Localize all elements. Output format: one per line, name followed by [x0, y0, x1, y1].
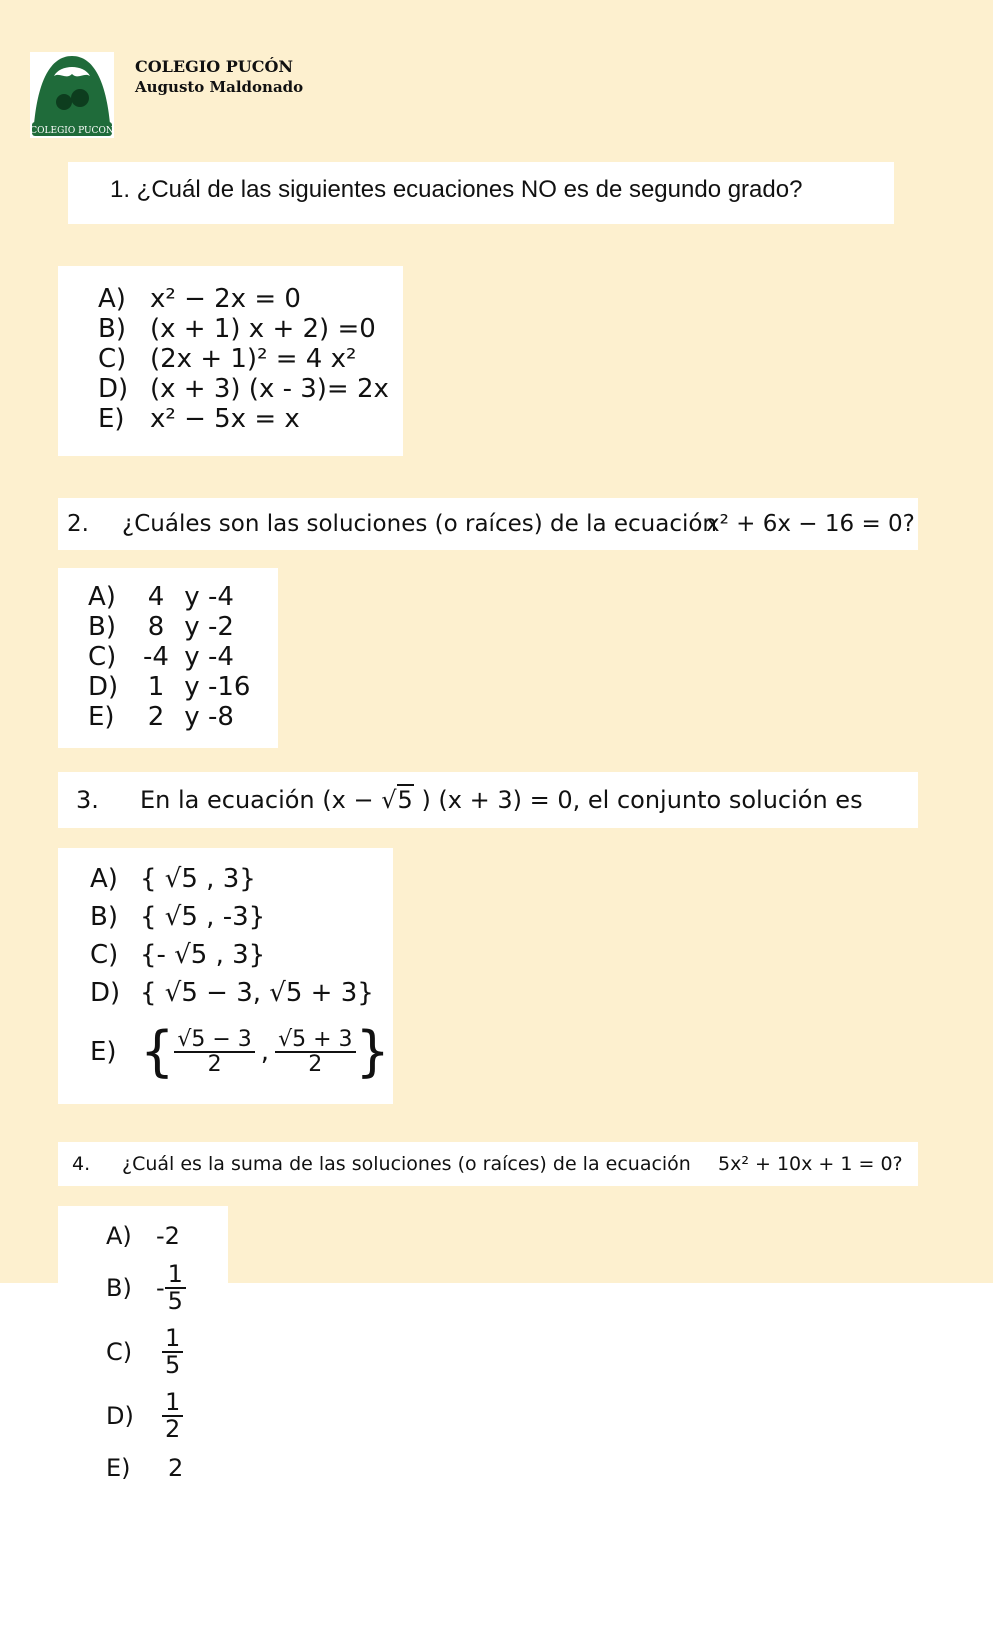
option-label: D) [98, 374, 129, 404]
option-value-a: 4 [147, 582, 165, 612]
option-row [106, 1454, 183, 1482]
option-text: x² − 2x = 0 [150, 284, 301, 314]
option-connector: y [184, 702, 200, 732]
option-label: A) [88, 582, 116, 612]
question-1-text: 1. ¿Cuál de las siguientes ecuaciones NO es de segundo grado? [110, 176, 803, 203]
fraction [275, 1028, 355, 1076]
question-1-options [58, 266, 403, 456]
question-4-text: ¿Cuál es la suma de las soluciones (o raíces) de la ecuación [122, 1153, 691, 1175]
question-1-box [68, 162, 894, 224]
option-value-b: -4 [208, 642, 234, 672]
option-label: A) [106, 1222, 132, 1250]
option-connector: y [184, 672, 200, 702]
director-name: Augusto Maldonado [135, 78, 304, 96]
fraction [165, 1259, 186, 1315]
option-label: A) [90, 864, 118, 894]
fraction-denominator: 5 [167, 1287, 183, 1315]
fraction-denominator: 2 [207, 1052, 222, 1077]
option-row [106, 1322, 183, 1382]
fraction-numerator: √5 − 3 [174, 1028, 254, 1053]
question-2-number: 2. [67, 511, 89, 537]
option-label: C) [98, 344, 127, 374]
question-2-options [58, 568, 278, 748]
question-4-equation: 5x² + 10x + 1 = 0? [718, 1153, 903, 1175]
option-connector: y [184, 612, 200, 642]
fraction-denominator: 5 [165, 1351, 181, 1379]
option-value-b: -4 [208, 582, 234, 612]
fraction-denominator: 2 [165, 1415, 181, 1443]
option-label: E) [98, 404, 125, 434]
option-connector: y [184, 582, 200, 612]
fraction-numerator: 1 [162, 1390, 183, 1417]
sqrt-radicand: 5 [397, 786, 413, 814]
option-row [98, 284, 301, 314]
option-text: { √5 , 3} [140, 864, 256, 894]
logo-text: COLEGIO PUCON [30, 126, 114, 136]
option-text: -2 [156, 1222, 180, 1250]
brace-right: } [355, 1020, 390, 1083]
option-row [88, 612, 234, 642]
option-label: E) [106, 1454, 131, 1482]
school-logo [30, 52, 114, 138]
option-row [90, 940, 265, 970]
question-3-number: 3. [76, 786, 99, 814]
option-row [98, 404, 300, 434]
option-label: C) [106, 1338, 133, 1366]
fraction-numerator: 1 [165, 1262, 186, 1289]
fraction [162, 1323, 183, 1379]
option-text: (x + 1) x + 2) =0 [150, 314, 376, 344]
option-label: B) [90, 902, 118, 932]
option-label: C) [90, 940, 119, 970]
comma: , [260, 1037, 270, 1067]
option-text: {- √5 , 3} [140, 940, 266, 970]
question-3-options [58, 848, 393, 1104]
question-2-box [58, 498, 918, 550]
option-row [88, 642, 234, 672]
option-label: E) [88, 702, 115, 732]
option-label: D) [88, 672, 119, 702]
option-label: B) [98, 314, 126, 344]
option-text: (x + 3) (x - 3)= 2x [150, 374, 389, 404]
option-text: 2 [168, 1454, 184, 1482]
question-4-number: 4. [72, 1153, 91, 1175]
option-row [88, 702, 234, 732]
question-3-text-end: ) (x + 3) = 0, el conjunto solución es [421, 786, 863, 814]
option-value-a: 8 [147, 612, 165, 642]
sqrt-symbol: √5 [381, 786, 413, 814]
question-3-text [140, 786, 863, 814]
option-row [106, 1222, 180, 1250]
option-row [88, 582, 234, 612]
option-row [98, 344, 356, 374]
option-text: { √5 , -3} [140, 902, 266, 932]
option-connector: y [184, 642, 200, 672]
fraction-numerator: 1 [162, 1326, 183, 1353]
option-value-b: -2 [208, 612, 234, 642]
question-3-box [58, 772, 918, 828]
minus-sign: - [156, 1274, 165, 1302]
option-text: (2x + 1)² = 4 x² [150, 344, 357, 374]
option-row [106, 1258, 186, 1318]
question-4-box [58, 1142, 918, 1186]
option-text: { √5 − 3, √5 + 3} [140, 978, 374, 1008]
option-label: A) [98, 284, 126, 314]
option-label: C) [88, 642, 117, 672]
option-text: x² − 5x = x [150, 404, 300, 434]
option-label: B) [88, 612, 116, 642]
fraction-numerator: √5 + 3 [275, 1028, 355, 1053]
option-row [98, 314, 376, 344]
question-3-text-start: En la ecuación (x − [140, 786, 374, 814]
option-value-b: -16 [208, 672, 251, 702]
option-row [90, 1020, 390, 1084]
question-4-options [58, 1206, 228, 1496]
option-value-b: -8 [208, 702, 234, 732]
option-label: E) [90, 1037, 117, 1067]
fraction-denominator: 2 [308, 1052, 323, 1077]
option-row [90, 978, 374, 1008]
school-header [135, 57, 303, 97]
option-value-a: -4 [143, 642, 169, 672]
option-row [98, 374, 389, 404]
option-value-a: 2 [147, 702, 165, 732]
fraction [162, 1387, 183, 1443]
question-2-equation: x² + 6x − 16 = 0? [706, 511, 915, 537]
school-name: COLEGIO PUCÓN [135, 57, 294, 76]
option-label: B) [106, 1274, 132, 1302]
brace-left: { [140, 1020, 175, 1083]
option-label: D) [106, 1402, 134, 1430]
option-row [88, 672, 250, 702]
option-value-a: 1 [147, 672, 165, 702]
option-row [106, 1386, 183, 1446]
question-2-text: ¿Cuáles son las soluciones (o raíces) de la ecuación [122, 511, 718, 537]
option-row [90, 864, 256, 894]
fraction [174, 1028, 254, 1076]
option-label: D) [90, 978, 121, 1008]
option-row [90, 902, 265, 932]
